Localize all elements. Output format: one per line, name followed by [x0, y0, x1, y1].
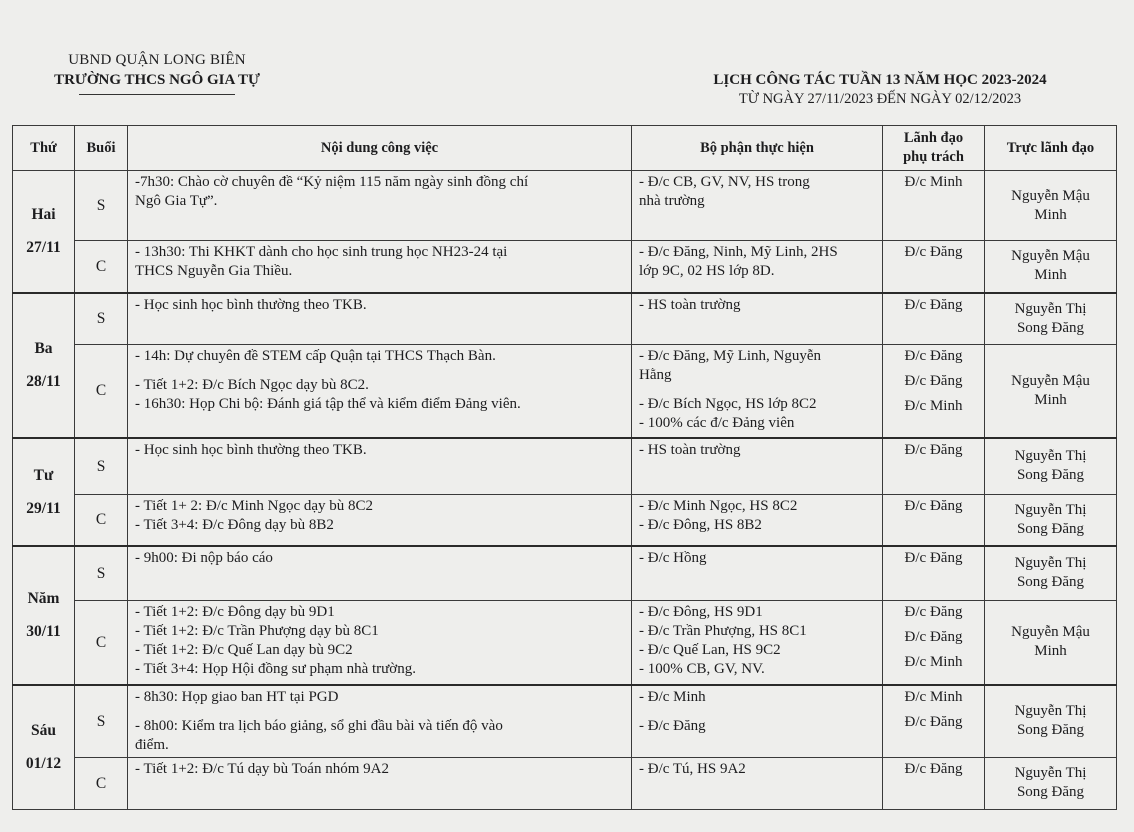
duty-cell: [985, 546, 1117, 601]
school-underline: [79, 94, 235, 95]
dept-cell: [632, 345, 883, 438]
duty-cell: [985, 757, 1117, 809]
content-cell-line: - Tiết 1+2: Đ/c Trần Phượng dạy bù 8C1: [135, 623, 379, 639]
duty-cell-line: Nguyễn Mậu: [1011, 372, 1090, 389]
dept-cell-line: - 100% CB, GV, NV.: [639, 661, 765, 677]
dept-cell-line: - Đ/c Quế Lan, HS 9C2: [639, 642, 781, 658]
content-cell-line: Ngô Gia Tự”.: [135, 193, 218, 209]
col-header-day: Thứ: [13, 126, 75, 171]
duty-cell-line: Nguyễn Thị: [1014, 501, 1087, 518]
content-cell-line: - 8h30: Họp giao ban HT tại PGD: [135, 688, 339, 705]
lead-cell-line: Đ/c Đăng: [904, 629, 963, 645]
session-cell: C: [75, 241, 128, 293]
content-cell: [128, 495, 632, 546]
duty-cell: [985, 171, 1117, 241]
duty-cell-line: Song Đăng: [1016, 784, 1085, 800]
dept-cell: [632, 546, 883, 601]
duty-cell-line: Nguyễn Mậu: [1011, 624, 1090, 641]
table-header-row: [13, 126, 1117, 171]
dept-cell: [632, 685, 883, 758]
session-cell: C: [75, 495, 128, 546]
duty-cell: [985, 438, 1117, 495]
content-cell: [128, 438, 632, 495]
lead-cell-line: Đ/c Đăng: [904, 296, 963, 313]
school-name: TRƯỜNG THCS NGÔ GIA TỰ: [54, 72, 260, 88]
lead-cell: [883, 293, 985, 345]
duty-cell: [985, 345, 1117, 438]
day-cell: [13, 546, 75, 685]
col-header-lead-line2: phụ trách: [903, 149, 964, 165]
day-date: 27/11: [26, 239, 61, 257]
content-cell: [128, 601, 632, 685]
content-cell-line: - Tiết 3+4: Đ/c Đông dạy bù 8B2: [135, 517, 334, 533]
dept-cell-line: - Đ/c Trần Phượng, HS 8C1: [639, 623, 807, 639]
lead-cell-line: Đ/c Đăng: [904, 713, 963, 730]
content-cell-line: - Tiết 1+ 2: Đ/c Minh Ngọc dạy bù 8C2: [135, 498, 374, 514]
day-name: Năm: [27, 590, 60, 607]
dept-cell-line: - Đ/c CB, GV, NV, HS trong: [639, 174, 810, 190]
dept-cell-line: - Đ/c Minh Ngọc, HS 8C2: [639, 498, 798, 514]
table-row: [13, 438, 1117, 495]
day-name: Sáu: [31, 722, 56, 739]
lead-cell-line: Đ/c Đăng: [904, 441, 963, 458]
duty-cell-line: Nguyễn Thị: [1014, 703, 1087, 719]
content-cell: [128, 685, 632, 758]
content-cell-line: - 13h30: Thi KHKT dành cho học sinh trung học NH23-24 tại: [135, 244, 508, 260]
content-cell-line: - Tiết 1+2: Đ/c Quế Lan dạy bù 9C2: [135, 642, 353, 658]
dept-cell-line: - Đ/c Tú, HS 9A2: [639, 760, 746, 777]
lead-cell: [883, 241, 985, 293]
duty-cell: [985, 241, 1117, 293]
header-right: [640, 72, 1120, 108]
day-cell: [13, 685, 75, 810]
lead-cell: [883, 757, 985, 809]
content-cell: [128, 241, 632, 293]
lead-cell-line: Đ/c Đăng: [904, 760, 963, 777]
lead-cell: [883, 601, 985, 685]
dept-cell: [632, 495, 883, 546]
duty-cell-line: Song Đăng: [1016, 319, 1085, 336]
duty-cell-line: Song Đăng: [1016, 722, 1085, 738]
dept-cell: [632, 171, 883, 241]
lead-cell: [883, 438, 985, 495]
day-date: 29/11: [26, 499, 61, 517]
content-cell-line: - Tiết 1+2: Đ/c Đông dạy bù 9D1: [135, 604, 335, 620]
content-cell-line: - Tiết 1+2: Đ/c Tú dạy bù Toán nhóm 9A2: [135, 760, 389, 777]
duty-cell-line: Minh: [1034, 267, 1067, 284]
session-cell: S: [75, 546, 128, 601]
dept-cell-line: Hằng: [639, 367, 672, 383]
content-cell-line: - Học sinh học bình thường theo TKB.: [135, 441, 367, 458]
content-cell: [128, 546, 632, 601]
col-header-dept: Bộ phận thực hiện: [632, 126, 883, 171]
duty-cell-line: Nguyễn Mậu: [1011, 248, 1090, 265]
day-name: Hai: [31, 206, 56, 224]
table-row: [13, 171, 1117, 241]
day-name: Tư: [33, 466, 54, 484]
table-row: [13, 757, 1117, 809]
session-cell: S: [75, 438, 128, 495]
dept-cell-line: - Đ/c Đăng, Ninh, Mỹ Linh, 2HS: [639, 244, 838, 260]
session-cell: C: [75, 601, 128, 685]
content-cell-line: - 14h: Dự chuyên đề STEM cấp Quận tại THCS Thạch Bàn.: [135, 348, 496, 364]
col-header-lead-line1: Lãnh đạo: [903, 130, 964, 146]
dept-cell: [632, 293, 883, 345]
day-date: 28/11: [26, 373, 61, 390]
session-cell: S: [75, 171, 128, 241]
lead-cell: [883, 345, 985, 438]
org-name: UBND QUẬN LONG BIÊN: [68, 52, 246, 68]
lead-cell: [883, 546, 985, 601]
dept-cell-line: - Đ/c Minh: [639, 688, 706, 705]
lead-cell-line: Đ/c Đăng: [904, 373, 963, 389]
duty-cell-line: Minh: [1034, 206, 1067, 223]
content-cell-line: điểm.: [135, 736, 169, 753]
table-row: [13, 546, 1117, 601]
day-date: 30/11: [26, 623, 61, 640]
dept-cell-line: - Đ/c Đông, HS 8B2: [639, 517, 762, 533]
col-header-content: Nội dung công việc: [128, 126, 632, 171]
content-cell-line: - 9h00: Đi nộp báo cáo: [135, 549, 273, 566]
lead-cell-line: Đ/c Minh: [904, 688, 963, 705]
duty-cell: [985, 495, 1117, 546]
content-cell-line: - Học sinh học bình thường theo TKB.: [135, 296, 367, 313]
lead-cell-line: Đ/c Đăng: [904, 348, 963, 364]
session-cell: S: [75, 293, 128, 345]
col-header-session: Buổi: [75, 126, 128, 171]
header-left: [22, 52, 292, 95]
lead-cell: [883, 685, 985, 758]
dept-cell: [632, 438, 883, 495]
duty-cell: [985, 601, 1117, 685]
day-cell: [13, 438, 75, 546]
dept-cell-line: - Đ/c Hồng: [639, 549, 707, 566]
schedule-table: [12, 125, 1117, 810]
content-cell-line: THCS Nguyễn Gia Thiều.: [135, 263, 293, 279]
duty-cell-line: Nguyễn Thị: [1014, 765, 1087, 781]
lead-cell-line: Đ/c Minh: [904, 398, 963, 414]
dept-cell-line: - 100% các đ/c Đảng viên: [639, 415, 795, 431]
schedule-body: [13, 171, 1117, 810]
schedule-dates: TỪ NGÀY 27/11/2023 ĐẾN NGÀY 02/12/2023: [738, 91, 1022, 107]
content-cell-line: - Tiết 3+4: Họp Hội đồng sư phạm nhà trường.: [135, 661, 416, 677]
content-cell-line: - 8h00: Kiểm tra lịch báo giảng, sổ ghi đầu bài và tiến độ vào: [135, 717, 503, 734]
session-cell: C: [75, 345, 128, 438]
duty-cell-line: Nguyễn Thị: [1014, 300, 1087, 317]
duty-cell: [985, 685, 1117, 758]
table-row: [13, 293, 1117, 345]
table-row: [13, 345, 1117, 438]
lead-cell-line: Đ/c Đăng: [904, 498, 963, 514]
lead-cell-line: Đ/c Đăng: [904, 549, 963, 566]
col-header-duty: Trực lãnh đạo: [985, 126, 1117, 171]
dept-cell-line: - Đ/c Đăng, Mỹ Linh, Nguyễn: [639, 348, 822, 364]
lead-cell-line: Đ/c Minh: [904, 174, 963, 190]
lead-cell-line: Đ/c Đăng: [904, 244, 963, 260]
table-row: [13, 495, 1117, 546]
lead-cell: [883, 495, 985, 546]
duty-cell-line: Song Đăng: [1016, 520, 1085, 537]
schedule-title: LỊCH CÔNG TÁC TUẦN 13 NĂM HỌC 2023-2024: [713, 72, 1047, 88]
lead-cell-line: Đ/c Minh: [904, 654, 963, 670]
duty-cell-line: Minh: [1034, 643, 1067, 660]
dept-cell-line: - HS toàn trường: [639, 296, 741, 313]
session-cell: S: [75, 685, 128, 758]
dept-cell-line: - Đ/c Bích Ngọc, HS lớp 8C2: [639, 396, 817, 412]
day-name: Ba: [34, 340, 53, 357]
table-row: [13, 241, 1117, 293]
duty-cell-line: Nguyễn Thị: [1014, 448, 1087, 465]
content-cell: [128, 345, 632, 438]
duty-cell-line: Nguyễn Mậu: [1011, 187, 1090, 204]
content-cell: [128, 757, 632, 809]
day-cell: [13, 171, 75, 293]
content-cell: [128, 171, 632, 241]
dept-cell-line: lớp 9C, 02 HS lớp 8D.: [639, 263, 775, 279]
table-row: [13, 601, 1117, 685]
content-cell-line: - Tiết 1+2: Đ/c Bích Ngọc dạy bù 8C2.: [135, 377, 369, 393]
dept-cell: [632, 601, 883, 685]
lead-cell: [883, 171, 985, 241]
content-cell: [128, 293, 632, 345]
dept-cell-line: - Đ/c Đăng: [639, 717, 706, 734]
dept-cell: [632, 241, 883, 293]
dept-cell: [632, 757, 883, 809]
table-row: [13, 685, 1117, 758]
day-cell: [13, 293, 75, 438]
dept-cell-line: - Đ/c Đông, HS 9D1: [639, 604, 763, 620]
content-cell-line: -7h30: Chào cờ chuyên đề “Kỷ niệm 115 năm ngày sinh đồng chí: [135, 174, 529, 190]
duty-cell: [985, 293, 1117, 345]
dept-cell-line: - HS toàn trường: [639, 441, 741, 458]
duty-cell-line: Minh: [1034, 391, 1067, 408]
content-cell-line: - 16h30: Họp Chi bộ: Đánh giá tập thể và kiểm điểm Đảng viên.: [135, 396, 521, 412]
col-header-lead: [883, 126, 985, 171]
duty-cell-line: Song Đăng: [1016, 467, 1085, 484]
session-cell: C: [75, 757, 128, 809]
lead-cell-line: Đ/c Đăng: [904, 604, 963, 620]
duty-cell-line: Nguyễn Thị: [1014, 555, 1087, 572]
duty-cell-line: Song Đăng: [1016, 574, 1085, 591]
dept-cell-line: nhà trường: [639, 193, 705, 209]
day-date: 01/12: [25, 755, 62, 772]
